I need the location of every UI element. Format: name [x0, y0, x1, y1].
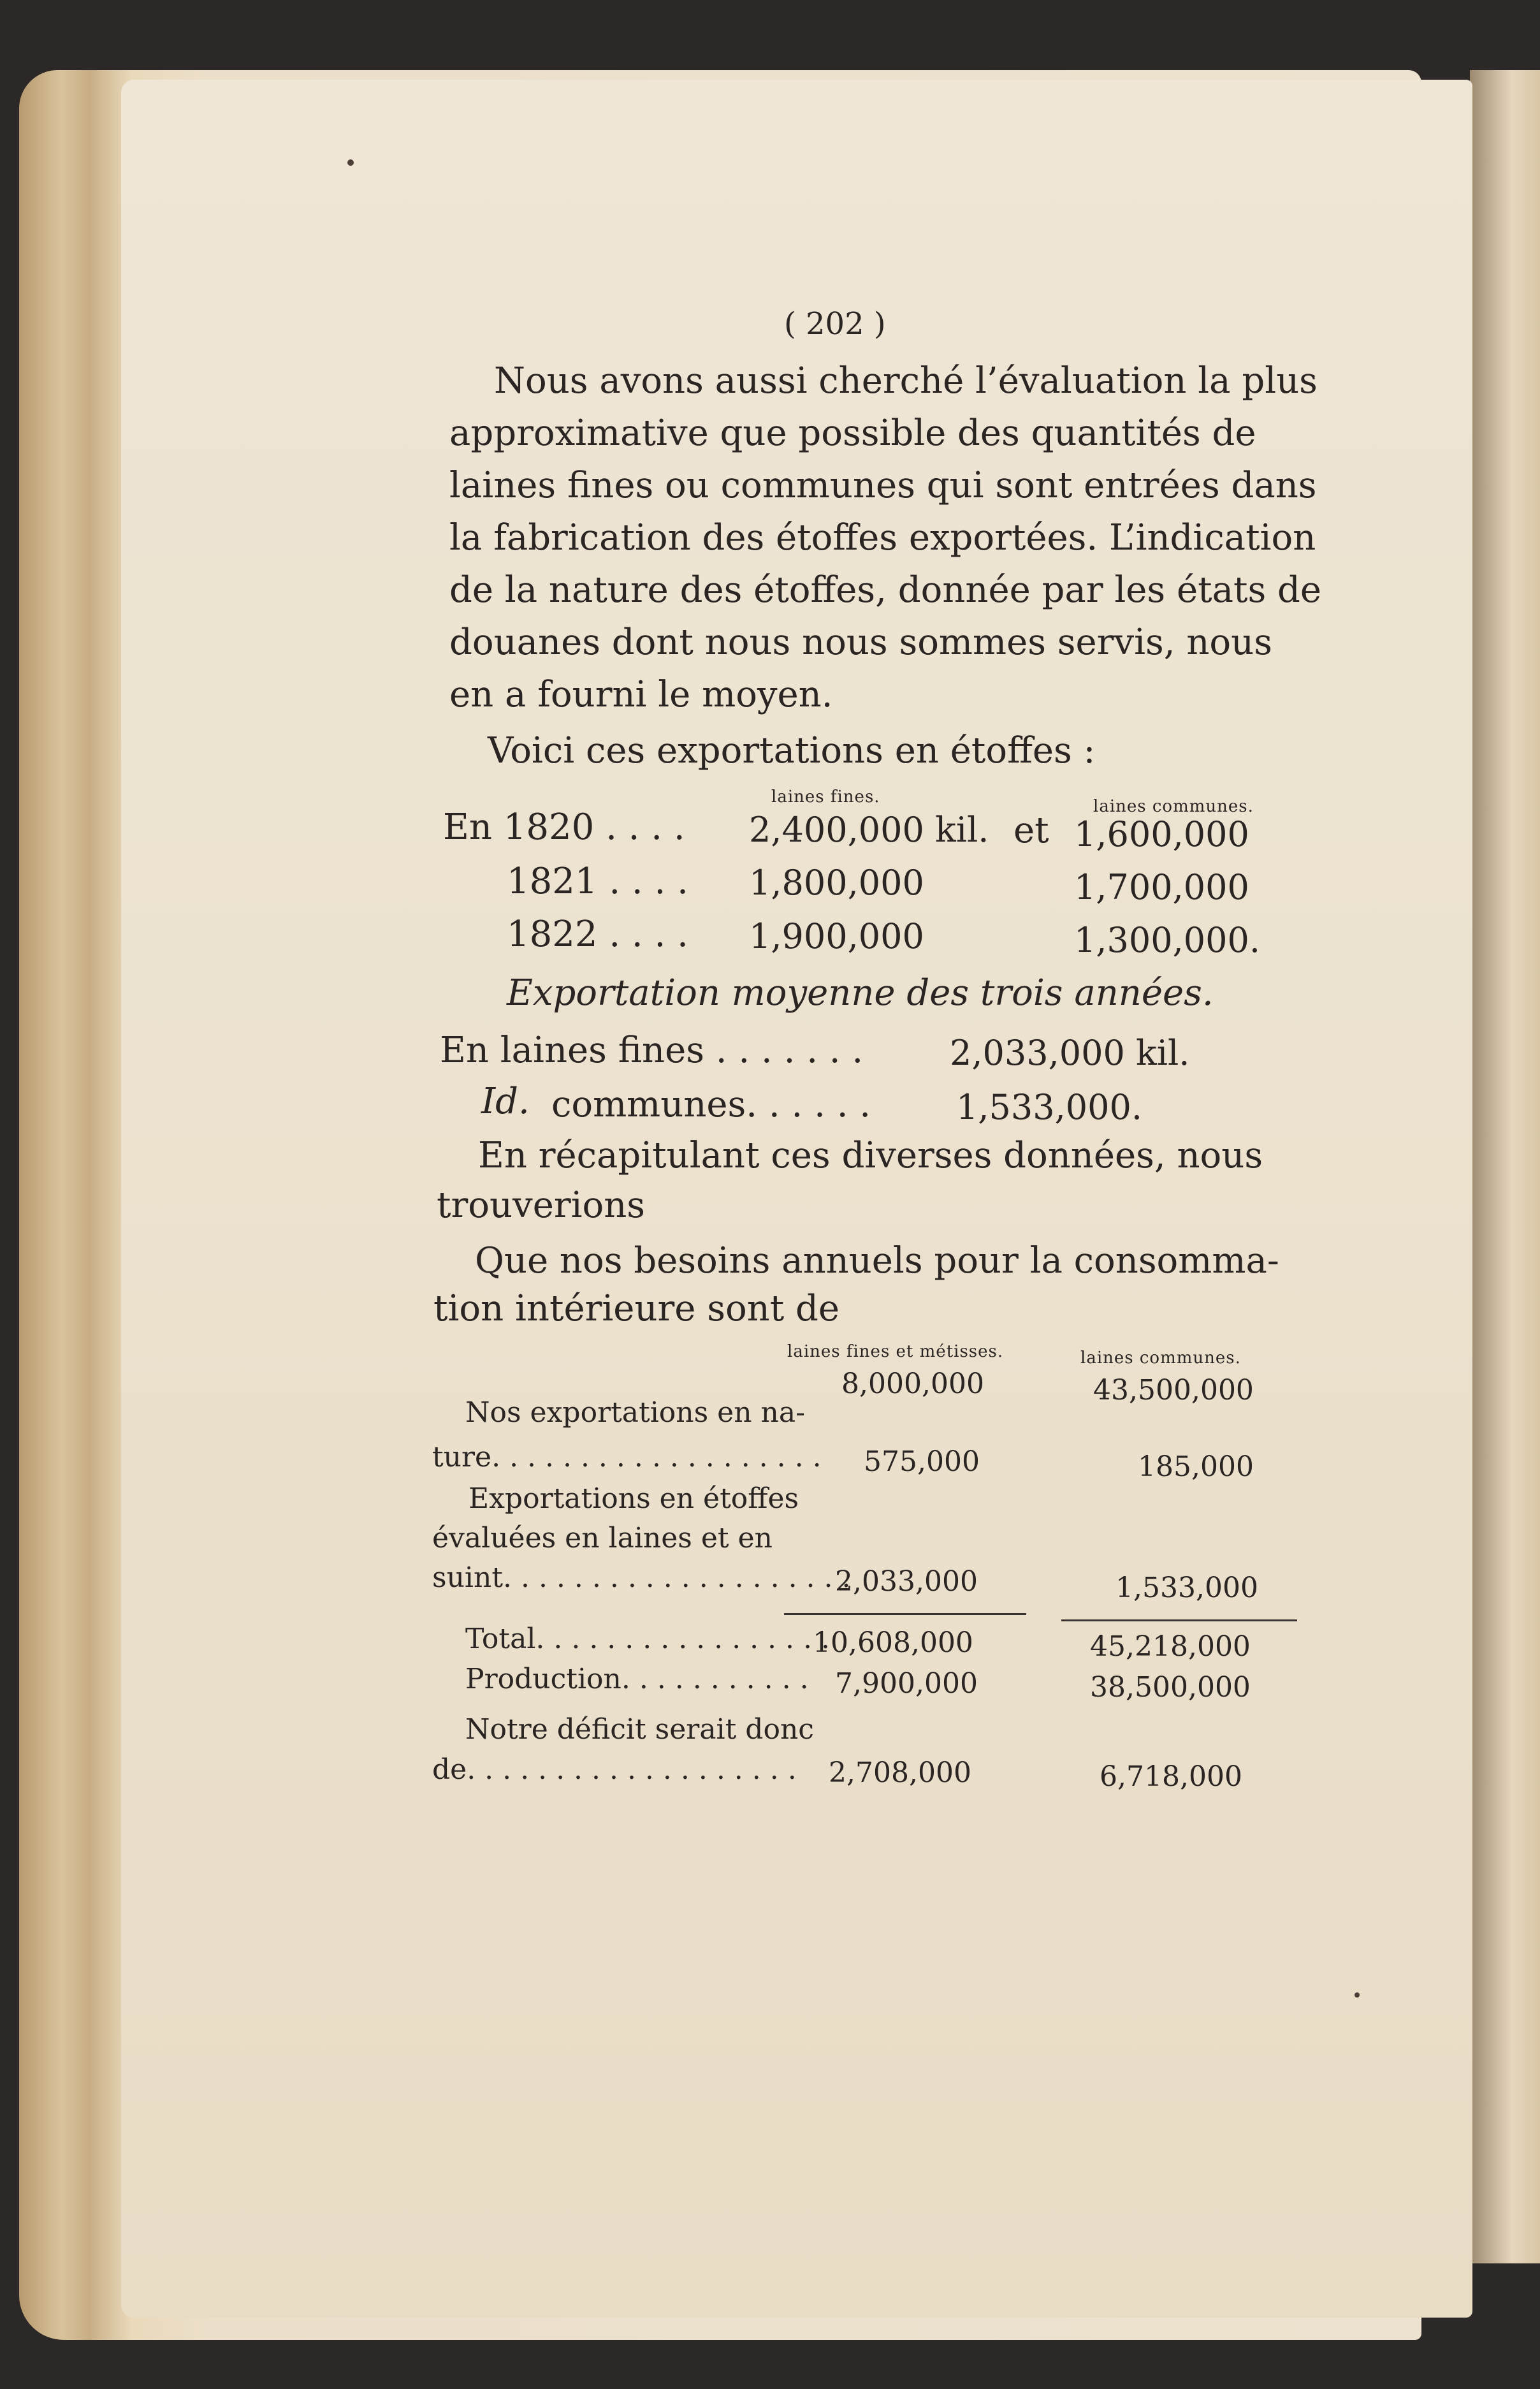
fines-1820: 2,400,000 kil.	[749, 810, 989, 850]
book-page	[121, 80, 1472, 2318]
avg-fines-value: 2,033,000 kil.	[950, 1033, 1190, 1073]
para3-line: trouverions	[437, 1185, 646, 1226]
para1-line: douanes dont nous nous sommes servis, nous	[449, 622, 1272, 663]
total-c2: 45,218,000	[1090, 1630, 1251, 1663]
communes-1820: 1,600,000	[1074, 814, 1249, 854]
fines-1821: 1,800,000	[749, 863, 924, 903]
para1-line: laines fines ou communes qui sont entrées dans	[449, 465, 1317, 506]
needs-c1: 8,000,000	[841, 1368, 984, 1400]
year-1820: En 1820 . . . .	[443, 807, 685, 848]
sum-rule-right	[1061, 1619, 1297, 1621]
col-header-fines: laines fines.	[771, 787, 880, 807]
production-label: Production. . . . . . . . . . .	[465, 1663, 809, 1695]
total-c1: 10,608,000	[813, 1626, 973, 1659]
para1-line: en a fourni le moyen.	[449, 674, 833, 715]
export-fabrics-c1: 2,033,000	[835, 1565, 978, 1598]
export-nature-label2: ture. . . . . . . . . . . . . . . . . . .	[432, 1441, 822, 1473]
para4-line: tion intérieure sont de	[433, 1288, 840, 1329]
ink-spot	[1355, 1992, 1360, 1998]
needs-c2: 43,500,000	[1093, 1374, 1254, 1406]
production-c1: 7,900,000	[835, 1667, 978, 1700]
para1-line: Nous avons aussi cherché l’évaluation la plus	[494, 360, 1318, 402]
para1-line: la fabrication des étoffes exportées. L’indication	[449, 517, 1316, 559]
export-nature-c2: 185,000	[1138, 1450, 1254, 1483]
deficit-label1: Notre déficit serait donc	[465, 1713, 814, 1746]
year-1821: 1821 . . . .	[507, 861, 688, 902]
deficit-label2: de. . . . . . . . . . . . . . . . . . .	[432, 1753, 797, 1786]
paragraph-2: Voici ces exportations en étoffes :	[488, 730, 1096, 771]
summary-col1-header: laines fines et métisses.	[787, 1342, 1004, 1361]
para4-line: Que nos besoins annuels pour la consomma-	[475, 1240, 1279, 1282]
facing-page-edge	[1470, 70, 1540, 2263]
average-heading: Exportation moyenne des trois années.	[507, 972, 1214, 1014]
communes-1822: 1,300,000.	[1074, 920, 1260, 960]
total-label: Total. . . . . . . . . . . . . . . . .	[465, 1623, 830, 1655]
avg-communes-label: communes. . . . . .	[551, 1084, 871, 1125]
ink-spot	[347, 159, 354, 166]
sum-rule-left	[784, 1613, 1026, 1615]
para3-line: En récapitulant ces diverses données, nous	[478, 1135, 1263, 1176]
export-fabrics-label3: suint. . . . . . . . . . . . . . . . . . . .	[432, 1561, 851, 1594]
deficit-c1: 2,708,000	[829, 1757, 971, 1789]
avg-communes-id: Id.	[481, 1081, 530, 1122]
avg-communes-value: 1,533,000.	[956, 1087, 1142, 1127]
para1-line: de la nature des étoffes, donnée par les états de	[449, 569, 1322, 611]
communes-1821: 1,700,000	[1074, 867, 1249, 907]
summary-col2-header: laines communes.	[1080, 1348, 1241, 1368]
col-header-communes: laines communes.	[1093, 797, 1254, 816]
avg-fines-label: En laines fines . . . . . . .	[440, 1030, 864, 1071]
export-fabrics-c2: 1,533,000	[1115, 1572, 1258, 1604]
export-fabrics-label2: évaluées en laines et en	[432, 1522, 773, 1554]
year-1822: 1822 . . . .	[507, 914, 688, 955]
production-c2: 38,500,000	[1090, 1671, 1251, 1704]
deficit-c2: 6,718,000	[1100, 1760, 1242, 1793]
sep-et: et	[1013, 810, 1049, 851]
export-nature-c1: 575,000	[864, 1445, 980, 1478]
para1-line: approximative que possible des quantités de	[449, 413, 1256, 454]
fines-1822: 1,900,000	[749, 916, 924, 956]
export-nature-label1: Nos exportations en na-	[465, 1396, 805, 1429]
page-number: ( 202 )	[784, 306, 886, 342]
export-fabrics-label1: Exportations en étoffes	[469, 1482, 799, 1515]
